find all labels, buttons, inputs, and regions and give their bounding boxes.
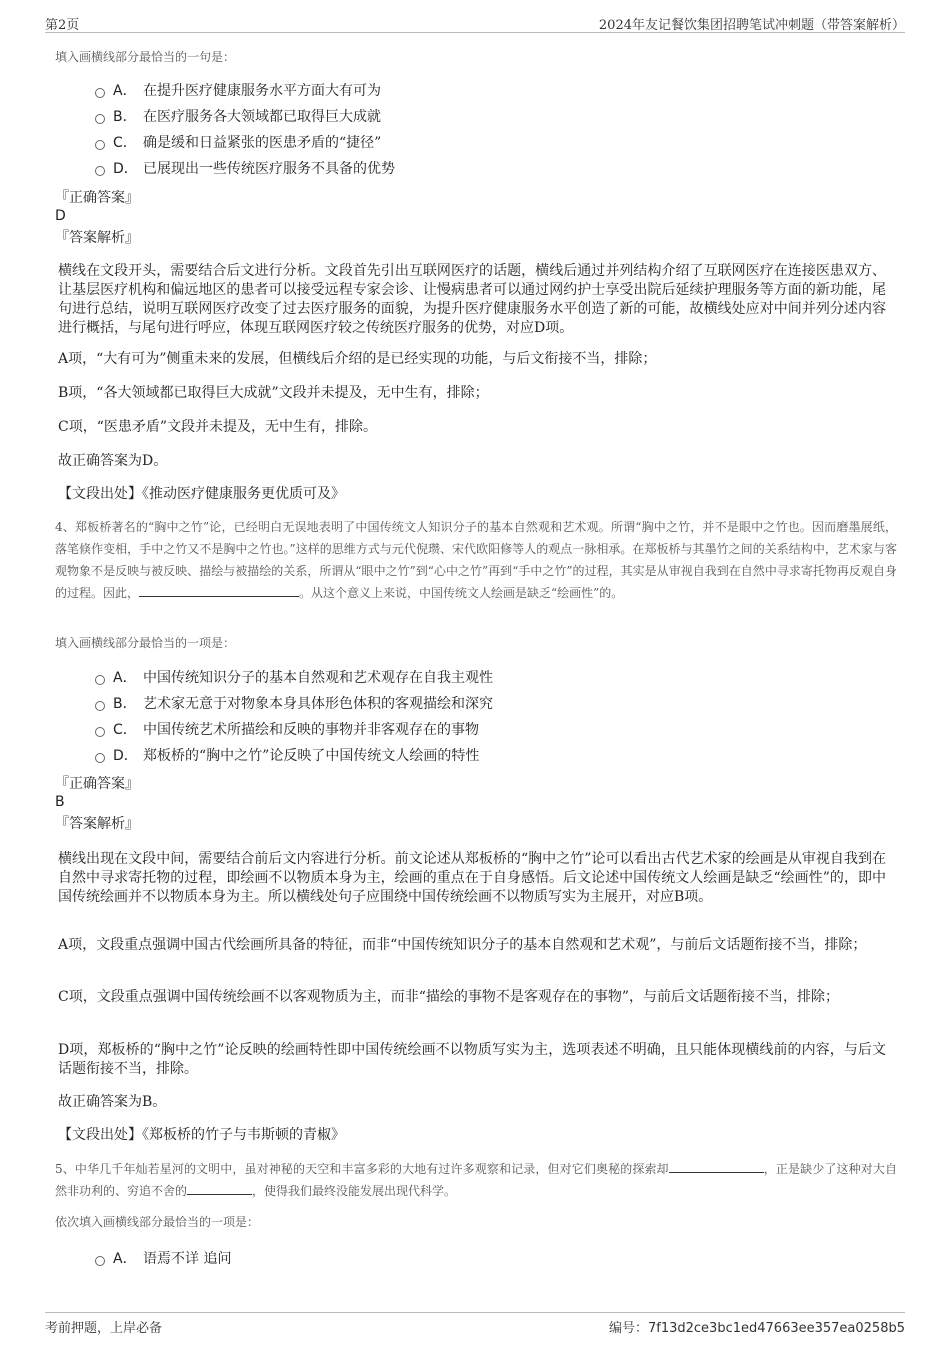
radio-icon[interactable] [95,140,105,150]
q3-conclusion: 故正确答案为D。 [58,453,168,469]
q4-analysis: 横线出现在文段中间，需要结合前后文内容进行分析。前文论述从郑板桥的“胸中之竹”论可以看出古代艺术家的绘画是从审视自我到在自然中寻求寄托物的过程，即绘画不以物质本身为主，绘画的重点在于自身感悟。后文论述中国传统文人绘画是缺乏“绘画性”的，即中国传统绘画并不以物质本身为主。所以横线处句子应围绕中国传统绘画不以物质写实为主展开，对应B项。 [58,851,886,905]
page-footer [45,1312,905,1337]
q4-note-d: D项，郑板桥的“胸中之竹”论反映的绘画特性即中国传统绘画不以物质写实为主，选项表述不明确，且只能体现横线前的内容，与后文话题衔接不当，排除。 [58,1042,886,1077]
radio-icon[interactable] [95,166,105,176]
q5-prompt: 依次填入画横线部分最恰当的一项是： [55,1215,260,1229]
q4-option-c[interactable]: C． 中国传统艺术所描绘和反映的事物并非客观存在的事物 [95,719,479,741]
q4-answer: B [55,794,65,810]
q4-option-b[interactable]: B． 艺术家无意于对物象本身具体形色体积的客观描绘和深究 [95,693,493,715]
q4-source: 【文段出处】《郑板桥的竹子与韦斯顿的青椒》 [58,1127,345,1143]
radio-icon[interactable] [95,114,105,124]
q4-option-a[interactable]: A． 中国传统知识分子的基本自然观和艺术观存在自我主观性 [95,667,493,689]
q4-conclusion: 故正确答案为B。 [58,1094,167,1110]
q3-analysis: 横线在文段开头，需要结合后文进行分析。文段首先引出互联网医疗的话题，横线后通过并列结构介绍了互联网医疗在连接医患双方、让基层医疗机构和偏远地区的患者可以接受远程专家会诊、让慢病患者可以通过网约护士享受出院后延续护理服务等方面的新功能，尾句进行总结，说明互联网医疗改变了过去医疗服务的面貌，为提升医疗健康服务水平创造了新的可能，故横线处应对中间并列分述内容进行概括，与尾句进行呼应，体现互联网医疗较之传统医疗服务的优势，对应D项。 [58,263,886,336]
radio-icon[interactable] [95,753,105,763]
document-title: 2024年友记餐饮集团招聘笔试冲刺题（带答案解析） [598,18,905,33]
radio-icon[interactable] [95,701,105,711]
q3-option-b[interactable]: B． 在医疗服务各大领域都已取得巨大成就 [95,106,381,128]
q3-answer: D [55,208,66,224]
q5-option-a[interactable]: A． 语焉不详 追问 [95,1248,231,1270]
q4-stem: 4、郑板桥著名的“胸中之竹”论，已经明白无误地表明了中国传统文人知识分子的基本自然观和艺术观。所谓“胸中之竹，并不是眼中之竹也。因而磨墨展纸，落笔倏作变相，手中之竹又不是胸中之竹也。”这样的思维方式与元代倪瓒、宋代欧阳修等人的观点一脉相承。在郑板桥与其墨竹之间的关系结构中，艺术家与客观物象不是反映与被反映、描绘与被描绘的关系，所谓从“眼中之竹”到“心中之竹”再到“手中之竹”的过程，其实是从审视自我到在自然中寻求寄托物再反观自身的过程。因此， 。从这个意义上来说，中国传统文人绘画是缺乏“绘画性”的。 [55,520,897,600]
q4-answer-label: 『正确答案』 [55,776,139,792]
q4-note-c: C项，文段重点强调中国传统绘画不以客观物质为主，而非“描绘的事物不是客观存在的事物”，与前后文话题衔接不当，排除； [58,989,840,1005]
radio-icon[interactable] [95,1256,105,1266]
q3-note-a: A项，“大有可为”侧重未来的发展，但横线后介绍的是已经实现的功能，与后文衔接不当，排除； [58,351,657,367]
radio-icon[interactable] [95,88,105,98]
q3-option-a[interactable]: A． 在提升医疗健康服务水平方面大有可为 [95,80,381,102]
q3-note-b: B项，“各大领域都已取得巨大成就”文段并未提及，无中生有，排除； [58,385,489,401]
page-header [45,12,905,33]
q4-option-d[interactable]: D． 郑板桥的“胸中之竹”论反映了中国传统文人绘画的特性 [95,745,479,767]
q5-stem: 5、中华几千年灿若星河的文明中，虽对神秘的天空和丰富多彩的大地有过许多观察和记录，但对它们奥秘的探索却 ，正是缺少了这种对大自然非功利的、穷追不舍的 ，使得我们最终没能发展出现代科学。 [55,1162,897,1198]
q3-option-d[interactable]: D． 已展现出一些传统医疗服务不具备的优势 [95,158,395,180]
q4-note-a: A项，文段重点强调中国古代绘画所具备的特征，而非“中国传统知识分子的基本自然观和艺术观”，与前后文话题衔接不当，排除； [58,937,867,953]
q3-analysis-label: 『答案解析』 [55,230,139,246]
fill-blank [139,584,299,597]
footer-slogan: 考前押题，上岸必备 [45,1321,163,1336]
fill-blank [669,1160,764,1173]
q4-analysis-label: 『答案解析』 [55,816,139,832]
fill-blank [187,1182,252,1195]
q3-answer-label: 『正确答案』 [55,190,139,206]
document-code: 编号：7f13d2ce3bc1ed47663ee357ea0258b5 [608,1321,905,1336]
q3-source: 【文段出处】《推动医疗健康服务更优质可及》 [58,486,345,502]
q3-option-c[interactable]: C． 确是缓和日益紧张的医患矛盾的“捷径” [95,132,381,154]
q3-note-c: C项，“医患矛盾”文段并未提及，无中生有，排除。 [58,419,378,435]
radio-icon[interactable] [95,675,105,685]
q3-prompt: 填入画横线部分最恰当的一句是： [55,50,236,64]
radio-icon[interactable] [95,727,105,737]
q4-prompt: 填入画横线部分最恰当的一项是： [55,636,236,650]
page-number: 第2页 [45,18,80,33]
